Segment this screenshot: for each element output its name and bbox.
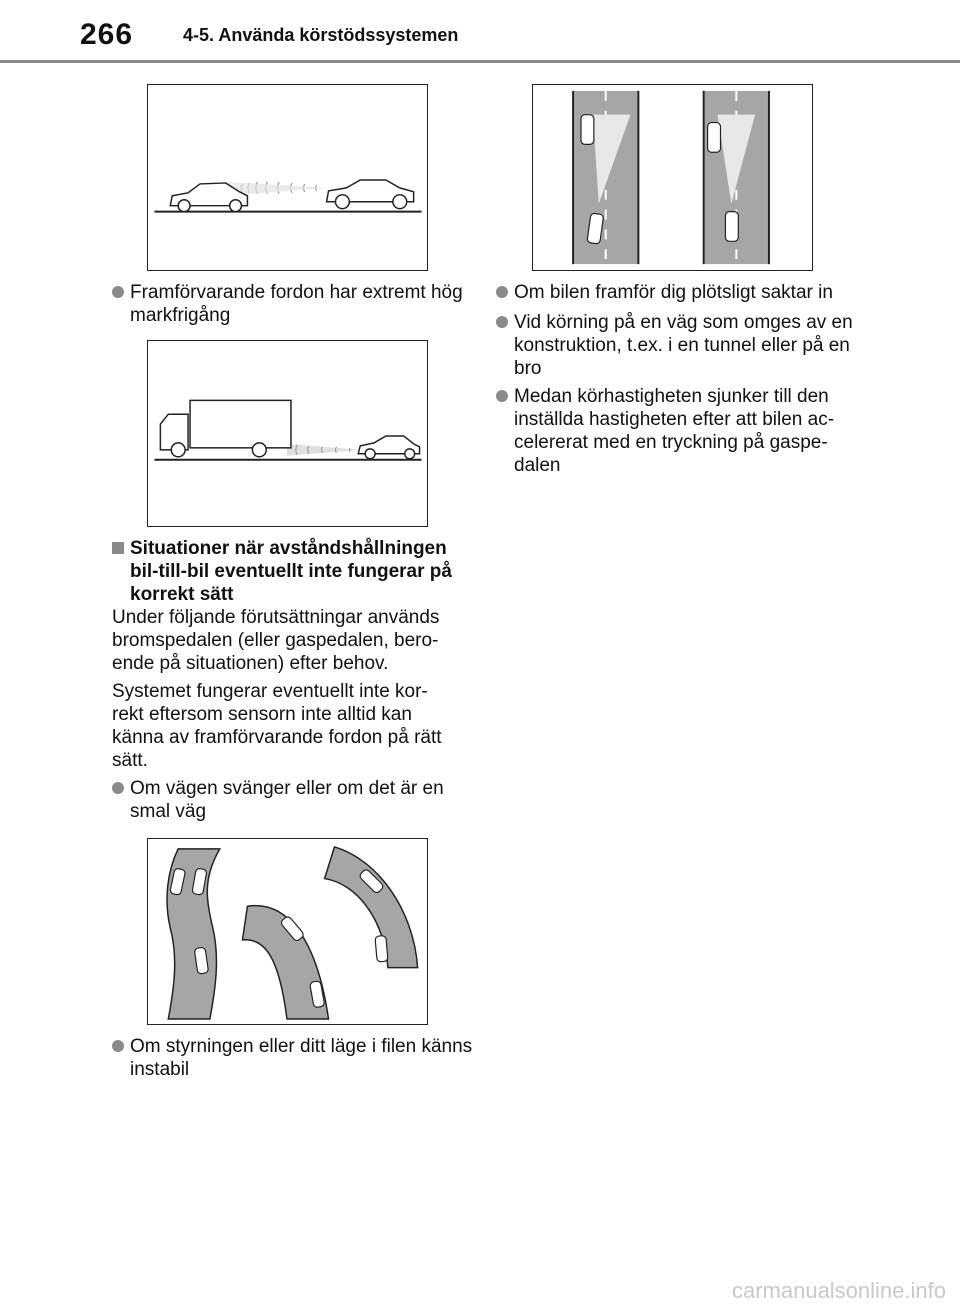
page-number: 266	[80, 18, 134, 51]
bullet-text: Om bilen framför dig plötsligt saktar in	[514, 282, 833, 303]
header-rule	[0, 60, 960, 63]
section-heading	[112, 537, 480, 606]
watermark: carmanualsonline.info	[731, 1278, 946, 1303]
heading-square	[112, 542, 124, 554]
bullet-text: Medan körhastigheten sjunker till den inställda hastigheten efter att bilen ac- celererat med en tryckning på gaspe- dalen	[514, 386, 835, 476]
bullet-dot	[112, 286, 124, 298]
truck-icon	[160, 400, 291, 456]
bullet-sudden-slowdown	[496, 281, 874, 304]
bullet-text: Framförvarande fordon har extremt hög markfrigång	[130, 282, 463, 326]
bullet-unstable-steering	[112, 1035, 480, 1081]
own-car-icon	[358, 436, 419, 459]
front-car-icon	[327, 180, 414, 209]
paragraph-pedal: Under följande förutsättningar används bromspedalen (eller gaspedalen, bero- ende på situationen) efter behov.	[112, 607, 440, 674]
curved-roads-illustration	[148, 839, 427, 1024]
section-title: 4-5. Använda körstödssystemen	[183, 25, 459, 45]
bullet-text: Om vägen svänger eller om det är en smal väg	[130, 778, 444, 822]
figure-curved-roads	[147, 838, 428, 1025]
bullet-high-clearance	[112, 281, 480, 327]
bullet-accelerator-speed	[496, 385, 874, 477]
bullet-tunnel-bridge	[496, 311, 874, 380]
bullet-text: Om styrningen eller ditt läge i filen känns instabil	[130, 1036, 473, 1080]
bullet-curve-road	[112, 777, 480, 823]
heading-text: Situationer när avståndshållningen bil-till-bil eventuellt inte fungerar på korrekt sätt	[130, 538, 452, 605]
figure-sudden-braking	[532, 84, 813, 271]
bullet-dot	[496, 286, 508, 298]
bullet-dot	[496, 390, 508, 402]
high-clearance-illustration	[148, 85, 427, 270]
figure-high-clearance-vehicle	[147, 84, 428, 271]
paragraph-sensor: Systemet fungerar eventuellt inte kor- rekt eftersom sensorn inte alltid kan känna av framförvarande fordon på rätt sätt.	[112, 681, 442, 771]
bullet-dot	[112, 782, 124, 794]
page-header	[0, 0, 960, 62]
bullet-text: Vid körning på en väg som omges av en konstruktion, t.ex. i en tunnel eller på en bro	[514, 312, 853, 379]
bullet-dot	[496, 316, 508, 328]
truck-illustration	[148, 341, 427, 526]
bullet-dot	[112, 1040, 124, 1052]
sudden-braking-illustration	[533, 85, 812, 270]
figure-truck	[147, 340, 428, 527]
